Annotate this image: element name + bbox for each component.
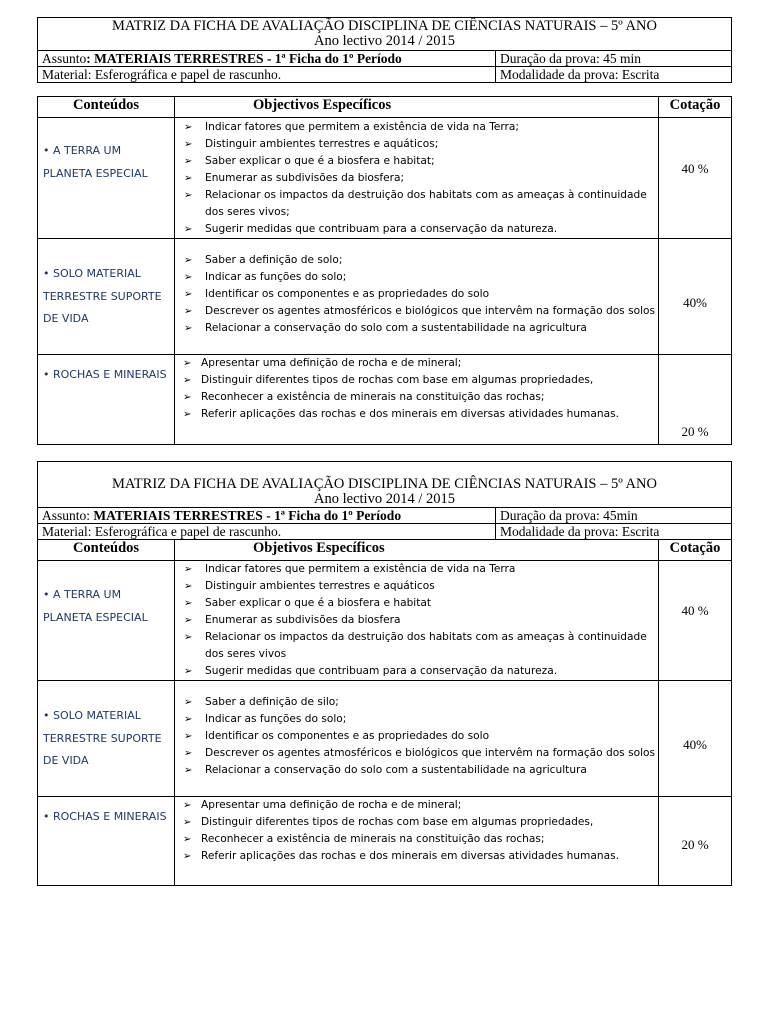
arrow-bullet-icon: ➢ xyxy=(184,731,193,742)
topic-label: • ROCHAS E MINERAIS xyxy=(43,368,167,381)
objectives-list xyxy=(175,252,658,337)
matrix-2-table xyxy=(37,461,732,886)
weight-cell: 40 % xyxy=(659,118,732,239)
objectives-list xyxy=(175,694,658,779)
list-item-continuation: dos seres vivos; xyxy=(205,206,290,218)
topic-cell xyxy=(38,355,175,445)
list-item-continuation: dos seres vivos xyxy=(205,648,287,660)
arrow-bullet-icon: ➢ xyxy=(184,666,193,677)
list-item: ➢ Apresentar uma definição de rocha e de mineral; xyxy=(175,797,658,814)
objectives-list xyxy=(175,797,658,865)
arrow-bullet-icon: ➢ xyxy=(184,632,193,643)
matrix-2-material: Material: Esferográfica e papel de rascunho. xyxy=(38,524,496,540)
arrow-bullet-icon: ➢ xyxy=(183,358,192,369)
arrow-bullet-icon: ➢ xyxy=(184,272,193,283)
list-item: ➢ Reconhecer a existência de minerais na constituição das rochas; xyxy=(175,389,658,406)
list-item: ➢ Enumerar as subdivisões da biosfera; xyxy=(175,170,658,187)
table-row xyxy=(38,561,732,681)
list-item: ➢ Identificar os componentes e as propriedades do solo xyxy=(175,728,658,745)
objectives-cell xyxy=(175,681,659,797)
arrow-bullet-icon: ➢ xyxy=(184,697,193,708)
objectives-list xyxy=(175,119,658,238)
arrow-bullet-icon: ➢ xyxy=(184,581,193,592)
list-item: ➢ Saber explicar o que é a biosfera e habitat; xyxy=(175,153,658,170)
objectives-list xyxy=(175,561,658,680)
col-header-objectives: Objetivos Específicos xyxy=(175,540,659,561)
topic-cell xyxy=(38,681,175,797)
list-item: ➢ Enumerar as subdivisões da biosfera xyxy=(175,612,658,629)
weight-cell: 40% xyxy=(659,239,732,355)
list-item: ➢ Relacionar os impactos da destruição dos habitats com as ameaças à continuidade xyxy=(175,629,658,646)
table-row xyxy=(38,355,732,445)
objectives-cell xyxy=(175,797,659,886)
arrow-bullet-icon: ➢ xyxy=(184,306,193,317)
arrow-bullet-icon: ➢ xyxy=(184,748,193,759)
objectives-cell xyxy=(175,118,659,239)
topic-label: TERRESTRE SUPORTE xyxy=(43,289,162,303)
objectives-cell xyxy=(175,239,659,355)
list-item: ➢ Descrever os agentes atmosféricos e biológicos que intervêm na formação dos solos xyxy=(175,745,658,762)
list-item: ➢ Distinguir ambientes terrestres e aquáticos xyxy=(175,578,658,595)
matrix-1-duration: Duração da prova: 45 min xyxy=(496,51,732,67)
list-item: ➢ Apresentar uma definição de rocha e de mineral; xyxy=(175,355,658,372)
weight-cell: 20 % xyxy=(659,797,732,886)
topic-label: • A TERRA UM xyxy=(43,588,122,601)
arrow-bullet-icon: ➢ xyxy=(184,564,193,575)
col-header-objectives: Objectivos Específicos xyxy=(175,97,659,118)
topic-label: • A TERRA UM xyxy=(43,144,122,157)
objectives-cell xyxy=(175,561,659,681)
arrow-bullet-icon: ➢ xyxy=(183,834,192,845)
list-item: ➢ Indicar as funções do solo; xyxy=(175,269,658,286)
weight-cell: 40% xyxy=(659,681,732,797)
topic-label: PLANETA ESPECIAL xyxy=(43,166,148,180)
list-item: ➢ Saber a definição de silo; xyxy=(175,694,658,711)
matrix-1-subject: Assunto: MATERIAIS TERRESTRES - 1ª Ficha do 1º Período xyxy=(38,51,496,67)
table-row xyxy=(38,118,732,239)
matrix-2-title-cell xyxy=(38,462,732,508)
col-header-contents: Conteúdos xyxy=(38,540,175,561)
topic-label: PLANETA ESPECIAL xyxy=(43,610,148,624)
topic-cell xyxy=(38,239,175,355)
arrow-bullet-icon: ➢ xyxy=(184,156,193,167)
topic-label: • ROCHAS E MINERAIS xyxy=(43,810,167,823)
col-header-weight: Cotação xyxy=(659,97,732,118)
topic-label: • SOLO MATERIAL xyxy=(43,267,141,280)
table-row xyxy=(38,681,732,797)
arrow-bullet-icon: ➢ xyxy=(183,851,192,862)
list-item: ➢ Indicar fatores que permitem a existência de vida na Terra; xyxy=(175,119,658,136)
matrix-1-header xyxy=(37,17,732,83)
topic-cell xyxy=(38,797,175,886)
weight-cell: 40 % xyxy=(659,561,732,681)
arrow-bullet-icon: ➢ xyxy=(184,190,193,201)
topic-label: DE VIDA xyxy=(43,312,89,325)
arrow-bullet-icon: ➢ xyxy=(184,255,193,266)
arrow-bullet-icon: ➢ xyxy=(183,375,192,386)
arrow-bullet-icon: ➢ xyxy=(184,765,193,776)
list-item: ➢ Relacionar a conservação do solo com a sustentabilidade na agricultura xyxy=(175,320,658,337)
list-item: ➢ Sugerir medidas que contribuam para a conservação da natureza. xyxy=(175,221,658,238)
list-item: ➢ Reconhecer a existência de minerais na constituição das rochas; xyxy=(175,831,658,848)
arrow-bullet-icon: ➢ xyxy=(183,800,192,811)
matrix-1-school-year: Ano lectivo 2014 / 2015 xyxy=(314,33,455,49)
objectives-cell xyxy=(175,355,659,445)
arrow-bullet-icon: ➢ xyxy=(184,598,193,609)
topic-cell xyxy=(38,118,175,239)
matrix-1-material: Material: Esferográfica e papel de rascunho. xyxy=(38,67,496,83)
topic-cell xyxy=(38,561,175,681)
topic-label: TERRESTRE SUPORTE xyxy=(43,731,162,745)
list-item: ➢ Referir aplicações das rochas e dos minerais em diversas atividades humanas. xyxy=(175,406,658,423)
list-item: ➢ Identificar os componentes e as propriedades do solo xyxy=(175,286,658,303)
list-item: ➢ Sugerir medidas que contribuam para a conservação da natureza. xyxy=(175,663,658,680)
col-header-contents: Conteúdos xyxy=(38,97,175,118)
list-item: ➢ Distinguir diferentes tipos de rochas com base em algumas propriedades, xyxy=(175,372,658,389)
col-header-weight: Cotação xyxy=(659,540,732,561)
weight-cell: 20 % xyxy=(659,355,732,445)
matrix-2-modality: Modalidade da prova: Escrita xyxy=(496,524,732,540)
arrow-bullet-icon: ➢ xyxy=(184,323,193,334)
list-item: ➢ Indicar fatores que permitem a existência de vida na Terra xyxy=(175,561,658,578)
matrix-1-table xyxy=(37,96,732,445)
matrix-2-title: MATRIZ DA FICHA DE AVALIAÇÃO DISCIPLINA DE CIÊNCIAS NATURAIS – 5º ANO xyxy=(112,476,657,492)
topic-label: DE VIDA xyxy=(43,754,89,767)
arrow-bullet-icon: ➢ xyxy=(184,122,193,133)
arrow-bullet-icon: ➢ xyxy=(183,392,192,403)
list-item: ➢ Relacionar a conservação do solo com a sustentabilidade na agricultura xyxy=(175,762,658,779)
list-item: ➢ Saber explicar o que é a biosfera e habitat xyxy=(175,595,658,612)
arrow-bullet-icon: ➢ xyxy=(183,409,192,420)
arrow-bullet-icon: ➢ xyxy=(184,139,193,150)
list-item: ➢ Referir aplicações das rochas e dos minerais em diversas atividades humanas. xyxy=(175,848,658,865)
matrix-2-duration: Duração da prova: 45min xyxy=(496,508,732,524)
matrix-1-title: MATRIZ DA FICHA DE AVALIAÇÃO DISCIPLINA DE CIÊNCIAS NATURAIS – 5º ANO xyxy=(112,18,657,34)
list-item: ➢ Saber a definição de solo; xyxy=(175,252,658,269)
matrix-1-title-cell xyxy=(38,18,732,51)
arrow-bullet-icon: ➢ xyxy=(183,817,192,828)
list-item: ➢ Indicar as funções do solo; xyxy=(175,711,658,728)
table-row xyxy=(38,797,732,886)
list-item: ➢ Descrever os agentes atmosféricos e biológicos que intervêm na formação dos solos xyxy=(175,303,658,320)
matrix-2-school-year: Ano lectivo 2014 / 2015 xyxy=(314,491,455,507)
topic-label: • SOLO MATERIAL xyxy=(43,709,141,722)
matrix-2-subject: Assunto: MATERIAIS TERRESTRES - 1ª Ficha do 1º Período xyxy=(38,508,496,524)
arrow-bullet-icon: ➢ xyxy=(184,224,193,235)
objectives-list xyxy=(175,355,658,423)
arrow-bullet-icon: ➢ xyxy=(184,714,193,725)
list-item: ➢ Distinguir diferentes tipos de rochas com base em algumas propriedades, xyxy=(175,814,658,831)
table-row xyxy=(38,239,732,355)
list-item: ➢ Distinguir ambientes terrestres e aquáticos; xyxy=(175,136,658,153)
arrow-bullet-icon: ➢ xyxy=(184,173,193,184)
list-item: ➢ Relacionar os impactos da destruição dos habitats com as ameaças à continuidade xyxy=(175,187,658,204)
matrix-1-modality: Modalidade da prova: Escrita xyxy=(496,67,732,83)
arrow-bullet-icon: ➢ xyxy=(184,289,193,300)
arrow-bullet-icon: ➢ xyxy=(184,615,193,626)
